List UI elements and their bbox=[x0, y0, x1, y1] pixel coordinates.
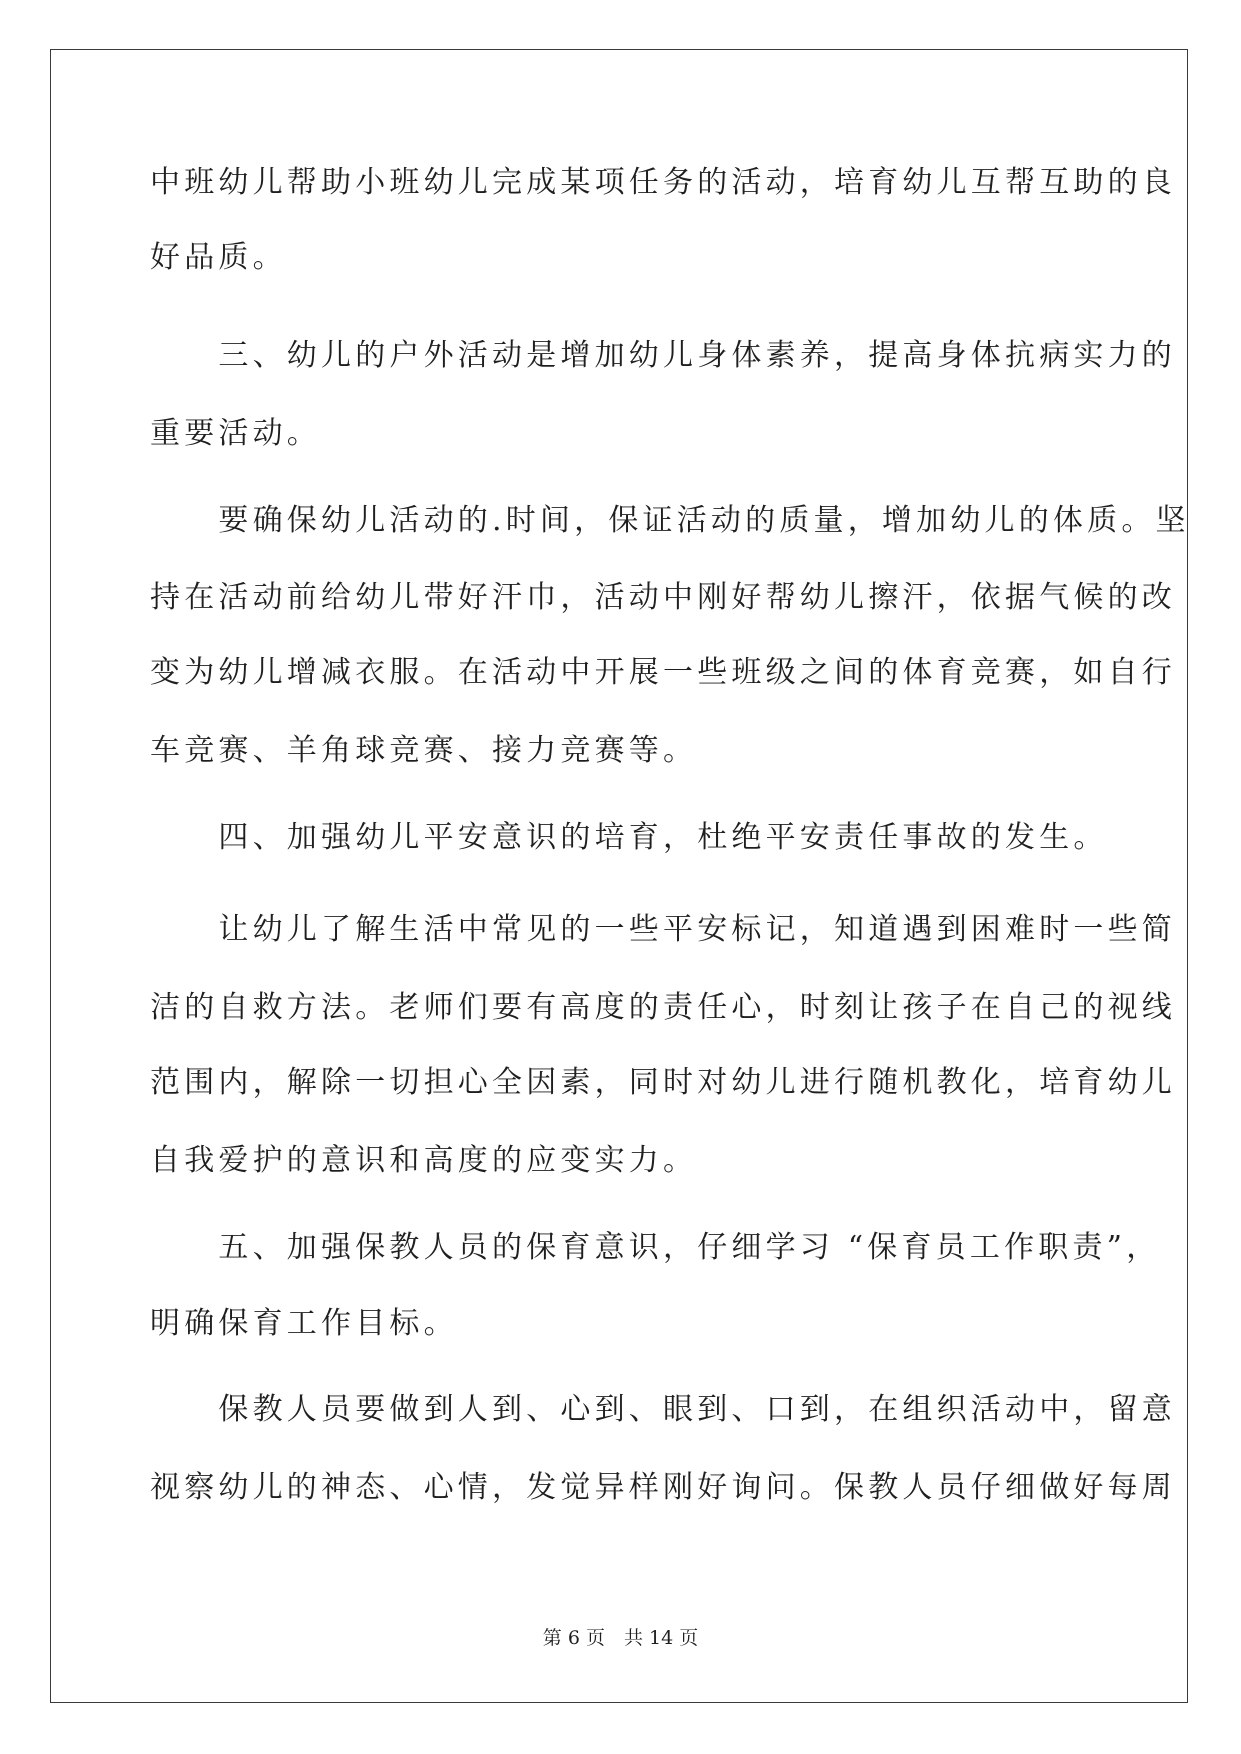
page-border bbox=[50, 49, 1188, 1703]
text-line: 五、加强保教人员的保育意识，仔细学习 “保育员工作职责”， bbox=[150, 1230, 1161, 1265]
text-line: 车竞赛、羊角球竞赛、接力竞赛等。 bbox=[150, 733, 698, 768]
text-line: 自我爱护的意识和高度的应变实力。 bbox=[150, 1143, 698, 1178]
text-line: 范围内，解除一切担心全因素，同时对幼儿进行随机教化，培育幼儿 bbox=[150, 1065, 1176, 1100]
text-line: 变为幼儿增减衣服。在活动中开展一些班级之间的体育竞赛，如自行 bbox=[150, 655, 1176, 690]
text-line: 视察幼儿的神态、心情，发觉异样刚好询问。保教人员仔细做好每周 bbox=[150, 1470, 1176, 1505]
text-line: 持在活动前给幼儿带好汗巾，活动中刚好帮幼儿擦汗，依据气候的改 bbox=[150, 580, 1176, 615]
text-line: 好品质。 bbox=[150, 240, 287, 275]
text-line: 四、加强幼儿平安意识的培育，杜绝平安责任事故的发生。 bbox=[150, 820, 1108, 855]
page-number: 第 6 页 共 14 页 bbox=[542, 1627, 699, 1649]
text-line: 保教人员要做到人到、心到、眼到、口到，在组织活动中，留意 bbox=[150, 1392, 1176, 1427]
text-line: 中班幼儿帮助小班幼儿完成某项任务的活动，培育幼儿互帮互助的良 bbox=[150, 165, 1176, 200]
text-line: 洁的自救方法。老师们要有高度的责任心，时刻让孩子在自己的视线 bbox=[150, 990, 1176, 1025]
text-line: 三、幼儿的户外活动是增加幼儿身体素养，提高身体抗病实力的 bbox=[150, 338, 1176, 373]
text-line: 明确保育工作目标。 bbox=[150, 1306, 458, 1341]
text-line: 重要活动。 bbox=[150, 416, 321, 451]
text-line: 要确保幼儿活动的.时间，保证活动的质量，增加幼儿的体质。坚 bbox=[150, 503, 1190, 538]
text-line: 让幼儿了解生活中常见的一些平安标记，知道遇到困难时一些简 bbox=[150, 912, 1176, 947]
